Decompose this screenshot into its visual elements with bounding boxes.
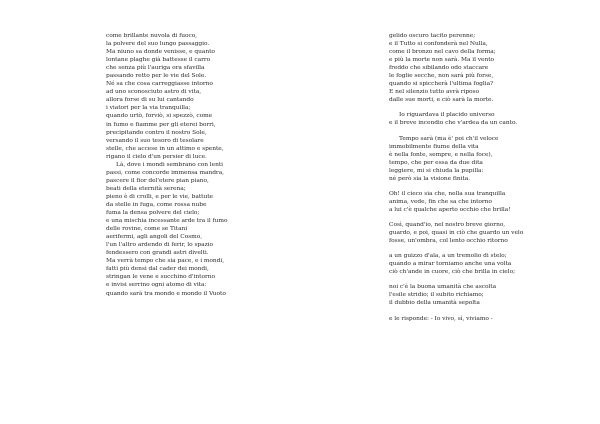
left-verse-line: che senza più l'auriga ora sfavilla — [106, 65, 205, 72]
right-verse-line: Oh! il cieco sia che, nella sua tranquilla — [389, 190, 506, 197]
right-verse-line: il dubbio della umanità sepolta — [389, 300, 480, 307]
left-verse-line: allora forse di su lui cantando — [106, 97, 194, 104]
left-verse-line: pieno è di crolli, e per le vie, battute — [106, 193, 213, 200]
right-verse-line: quando si spiccherà l'ultima foglia? — [389, 81, 494, 88]
left-verse-line: Ma verrà tempo che sia pace, e i mondi, — [106, 258, 225, 265]
right-verse-line: noi c'è la buona umanità che ascolta — [389, 284, 497, 291]
stanza-gap — [389, 104, 589, 111]
left-verse-line: quando sarà tra mondo e mondo il Vuoto — [106, 290, 226, 297]
left-verse-line: Là, dove i mondi sembrano con lenti — [116, 161, 223, 168]
left-verse-line: e invisi serrino ogni atomo di vita: — [106, 282, 207, 289]
left-verse-line: in fumo e fiamme per gli eterei borri, — [106, 121, 216, 128]
left-verse-line: delle rovine, come se Titani — [106, 226, 188, 233]
right-verse-line: Io riguardava il placido universo — [399, 112, 495, 119]
right-verse-line: come il bronzo nel cavo della forma; — [389, 49, 496, 56]
left-verse-line: stringan le vene e succhino d'intorno — [106, 274, 215, 281]
stanza-gap — [389, 307, 589, 315]
right-verse-line: tempo, che per essa da due dita — [389, 159, 483, 166]
left-page-column — [106, 32, 306, 298]
right-verse-line: Così, quand'io, nel nostro breve giorno, — [389, 221, 506, 228]
right-verse-line: ciò ch'ande in cuore, ciò che brilla in cielo; — [389, 269, 515, 276]
left-verse-line: fatti più densi dal cader dei mondi, — [106, 266, 209, 273]
left-verse-line: stelle, che accese in un attimo e spente, — [106, 145, 224, 152]
stanza-gap — [389, 276, 589, 283]
left-verse-line: la polvere del suo lungo passaggio. — [106, 41, 210, 48]
right-page-column — [389, 32, 589, 323]
left-verse-line: l'un l'altro ardendo di ferir, lo spazio — [106, 242, 213, 249]
left-verse-line: rigano il cielo d'un persier di luce. — [106, 153, 207, 160]
stanza-gap — [389, 214, 589, 221]
left-verse-line: i viatori per la via tranquilla; — [106, 105, 191, 112]
left-verse-line: quando urtò, forviò, si spezzò, come — [106, 113, 213, 120]
right-verse-line: Tempo sarà (ma è' poi ch'il veloce — [399, 135, 499, 142]
stanza-gap — [389, 183, 589, 190]
left-verse-line: lontane plaghe già battesse il carro — [106, 57, 211, 64]
right-verse-line: e il breve incendio che v'ardea da un canto. — [389, 120, 518, 127]
right-verse-line: è nella fonte, sempre, e nella foce), — [389, 151, 493, 158]
left-verse-line: pascere il fior del'etere pian piano, — [106, 177, 209, 184]
right-verse-line: a un guizzo d'ala, a un tremolio di stelo; — [389, 253, 507, 260]
left-verse-line: passi, come concorde immensa mandra, — [106, 169, 224, 176]
right-verse-line: leggiere, mi si chiuda la pupilla: — [389, 167, 484, 174]
left-verse-line: versando il suo tesoro di tesolare — [106, 137, 204, 144]
right-verse-line: dalle sue morti, e ciò sarà la morte. — [389, 97, 494, 104]
left-verse-line: beati della eternità serena; — [106, 185, 186, 192]
left-verse-line: fendessero con grandi astri divelti. — [106, 250, 209, 257]
right-verse-line: e le risponde: - Io vivo, sì, viviamo - — [389, 316, 493, 323]
left-verse-line: precipitando contro il nostro Sole, — [106, 129, 207, 136]
right-verse-line: e più la morte non sarà. Ma il vento — [389, 57, 495, 64]
left-verse-line: aerifermi, agli angoli del Cosmo, — [106, 234, 203, 241]
left-verse-line: e una mischia incessante arde tra il fumo — [106, 218, 228, 225]
left-verse-line: ad uno sconosciuto astro di vita, — [106, 89, 202, 96]
right-verse-line: freddo che sibilando odo staccare — [389, 65, 489, 72]
right-verse-line: E nel silenzio tutto avrà riposo — [389, 89, 480, 96]
left-verse-line: fuma la densa polvere del cielo; — [106, 210, 200, 217]
right-verse-line: quando a mirar torniamo anche una volta — [389, 261, 512, 268]
right-verse-line: gelido oscuro tacito perenne; — [389, 33, 476, 39]
right-verse-line: anima, vede, fin che sa che intorno — [389, 198, 492, 205]
left-verse-line: passando retto per le vie del Sole. — [106, 73, 207, 80]
right-verse-line: e il Tutto si confonderà nel Nulla, — [389, 41, 488, 48]
right-verse-line: guardo, e poi, quasi in ciò che guardo un velo — [389, 229, 524, 236]
left-verse-line: Ma niuno sa donde venisse, e quanto — [106, 49, 215, 56]
right-verse-line: a lui c'è qualche aperto occhio che brilla! — [389, 206, 511, 213]
right-verse-line: fosse, un'ombra, col lento occhio ritorno — [389, 238, 508, 245]
stanza-gap — [389, 128, 589, 135]
right-verse-line: l'esile stridio; il subito richiamo; — [389, 292, 484, 299]
right-verse-line: immobilmente fiume della vita — [389, 143, 479, 150]
right-verse-line: le foglie secche, non sarà più forse, — [389, 73, 494, 80]
left-verse-line: da stelle in fuga, come rossa nube — [106, 201, 207, 208]
left-verse-line: come brillante nuvola di fuoco, — [106, 33, 198, 39]
right-verse-line: né però sia la visione finita. — [389, 175, 471, 182]
stanza-gap — [389, 245, 589, 252]
left-verse-line: Né sa che cosa carreggiasse intorno — [106, 81, 213, 88]
